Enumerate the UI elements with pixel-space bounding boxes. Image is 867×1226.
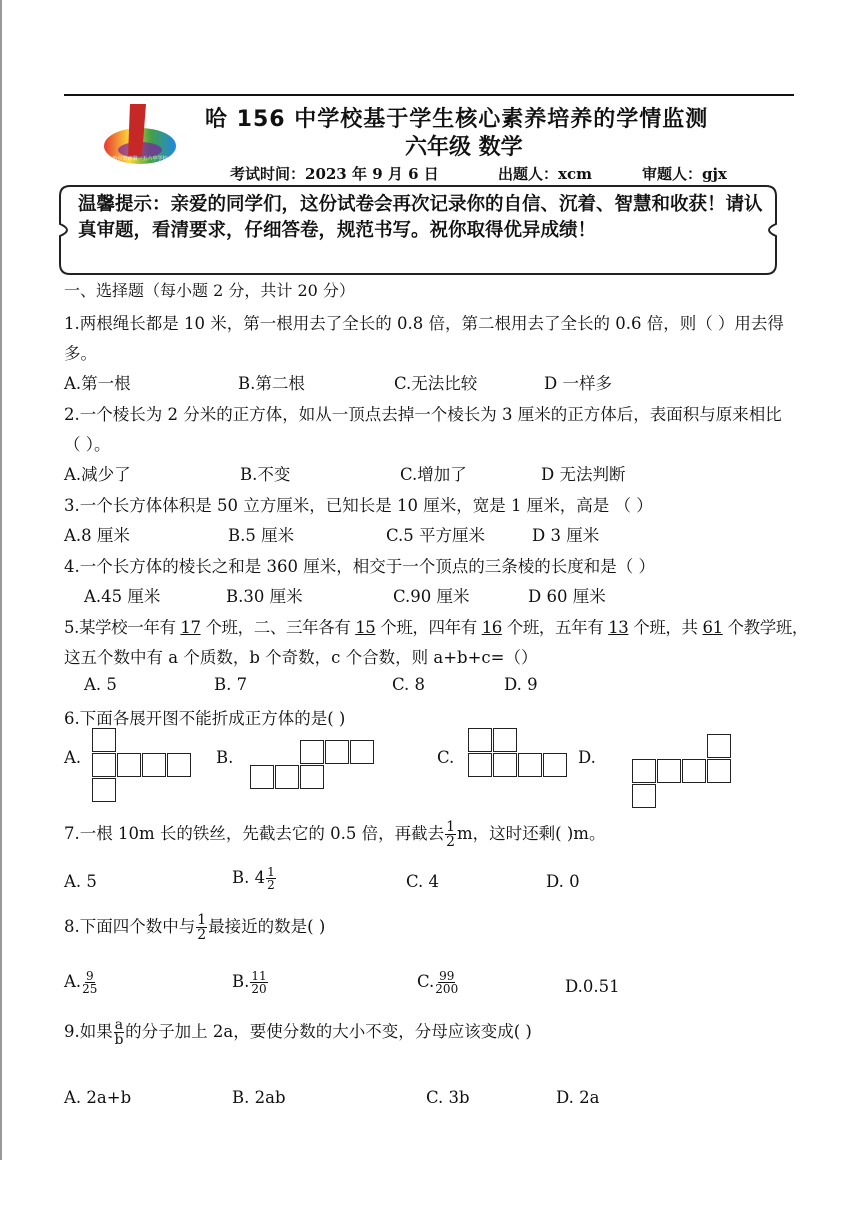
q1-option-c: C.无法比较 [394,374,478,393]
q8-option-c: C. $\frac{99}{200}$ [417,969,459,996]
q2-option-b: B.不变 [240,465,291,484]
q2-option-c: C.增加了 [400,465,467,484]
q5-option-a: A. 5 [84,675,117,694]
q5-option-b: B. 7 [214,675,248,694]
page-subtitle: 六年级 数学 [405,135,523,160]
author: 出题人：xcm [498,165,592,183]
question-9-text: 9.如果 $\frac{a}{b}$ 的分子加上 2a，要使分数的大小不变，分母应该变成( ) [64,1017,532,1048]
q8-option-d: D.0.51 [565,977,620,996]
reviewer: 审题人：gjx [642,165,727,183]
logo-text: 哈尔滨市第一五六中学校 [112,156,168,162]
q3-option-d: D 3 厘米 [532,526,600,545]
question-1-text: 1.两根绳长都是 10 米，第一根用去了全长的 0.8 倍，第二根用去了全长的 0.6 倍，则（ ）用去得 [64,314,784,333]
scan-edge [0,0,2,1160]
question-5-text: 5.某学校一年有 17 个班，二、三年各有 15 个班，四年有 16 个班，五年有 13 个班，共 61 个教学班， [64,618,809,637]
q6-option-a: A. [64,748,82,767]
q7-option-c: C. 4 [406,872,440,891]
q1-option-a: A.第一根 [64,374,131,393]
q5-option-d: D. 9 [504,675,538,694]
school-logo [100,98,180,170]
q9-option-b: B. 2ab [232,1088,286,1107]
q1-option-d: D 一样多 [544,374,612,393]
q9-option-a: A. 2a+b [64,1088,132,1107]
q1-option-b: B.第二根 [238,374,305,393]
q4-option-d: D 60 厘米 [528,587,606,606]
q6-option-b: B. [216,748,234,767]
q3-option-a: A.8 厘米 [64,526,130,545]
question-2-text: 2.一个棱长为 2 分米的正方体，如从一顶点去掉一个棱长为 3 厘米的正方体后，表面积与原来相比 [64,405,782,424]
header-rule [64,94,794,96]
question-4-text: 4.一个长方体的棱长之和是 360 厘米，相交于一个顶点的三条棱的长度和是（ ） [64,557,655,576]
q3-option-c: C.5 平方厘米 [386,526,486,545]
q8-option-b: B. $\frac{11}{20}$ [232,969,267,996]
q7-option-a: A. 5 [64,872,97,891]
page-title: 哈 156 中学校基于学生核心素养培养的学情监测 [205,107,709,132]
q7-option-d: D. 0 [546,872,580,891]
q6-option-c: C. [437,748,455,767]
q4-option-c: C.90 厘米 [393,587,470,606]
q5-option-c: C. 8 [392,675,426,694]
question-3-text: 3.一个长方体体积是 50 立方厘米，已知长是 10 厘米，宽是 1 厘米，高是 （ ） [64,496,653,515]
question-7-text: 7.一根 10m 长的铁丝，先截去它的 0.5 倍，再截去 $\frac{1}{2}$ m，这时还剩( )m。 [64,819,606,850]
q2-option-d: D 无法判断 [541,465,626,484]
q2-option-a: A.减少了 [64,465,131,484]
q8-option-a: A. $\frac{9}{25}$ [64,969,98,996]
question-8-text: 8.下面四个数中与 $\frac{1}{2}$ 最接近的数是( ) [64,912,326,943]
section-heading: 一、选择题（每小题 2 分，共计 20 分） [64,281,355,300]
q4-option-a: A.45 厘米 [84,587,161,606]
question-1-text-cont: 多。 [64,344,97,363]
question-5-text-cont: 这五个数中有 a 个质数，b 个奇数，c 个合数，则 a+b+c=（） [64,648,538,667]
question-2-text-cont: （ ）。 [64,435,111,454]
q4-option-b: B.30 厘米 [226,587,303,606]
q7-option-b: B. 4 $\frac{1}{2}$ [232,865,275,892]
q6-option-d: D. [578,748,596,767]
q9-option-c: C. 3b [426,1088,470,1107]
q3-option-b: B.5 厘米 [228,526,295,545]
exam-time: 考试时间：2023 年 9 月 6 日 [230,165,439,183]
q9-option-d: D. 2a [556,1088,600,1107]
tip-text: 温馨提示：亲爱的同学们，这份试卷会再次记录你的自信、沉着、智慧和收获！请认真审题，看清要求，仔细答卷，规范书写。祝你取得优异成绩！ [78,194,763,241]
question-6-text: 6.下面各展开图不能折成正方体的是( ) [64,709,346,728]
